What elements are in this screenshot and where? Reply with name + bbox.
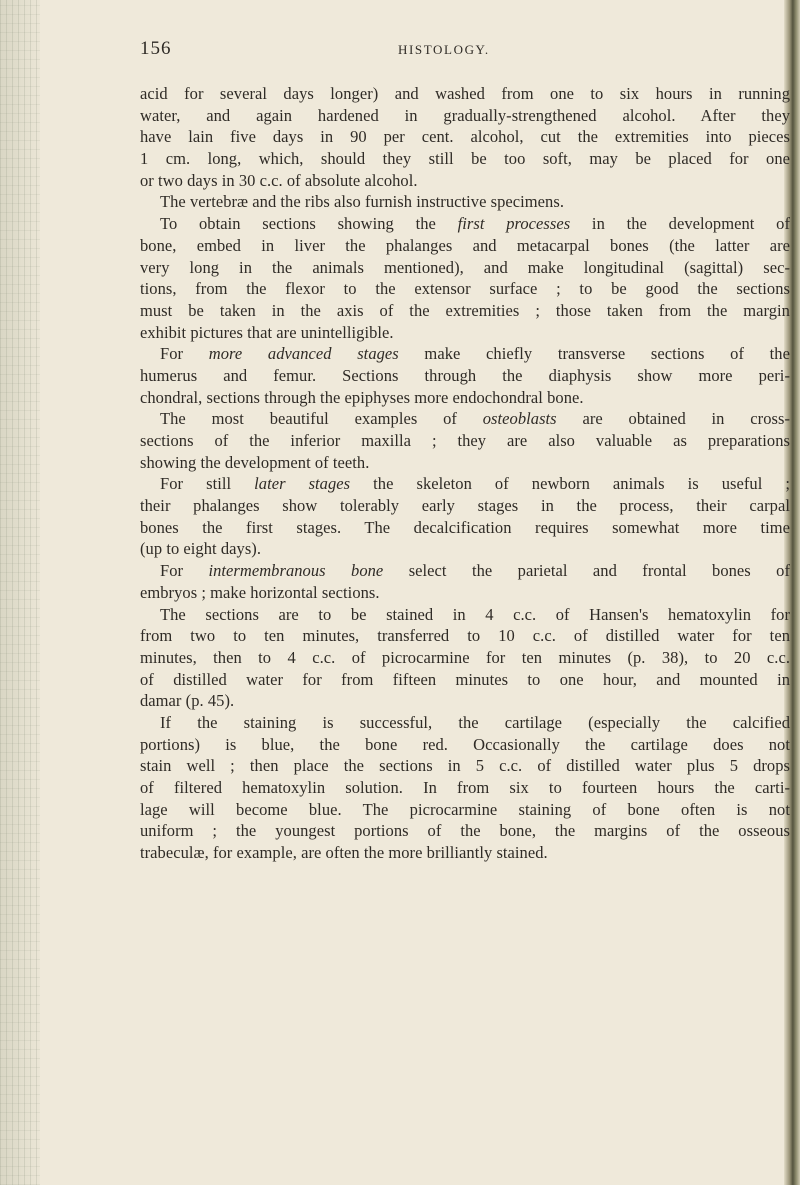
text-run: To obtain sections showing the xyxy=(160,214,458,234)
body-text xyxy=(140,83,790,864)
text-line: If the staining is successful, the cartilage (especially the calcified xyxy=(160,712,790,732)
text-line: damar (p. 45). xyxy=(140,691,235,711)
text-run: For still xyxy=(160,474,255,494)
text-line: of filtered hematoxylin solution. In from six to fourteen hours the carti- xyxy=(140,778,790,797)
text-line: uniform ; the youngest portions of the bone, the margins of the osseous xyxy=(140,821,790,841)
italic-term: later stages xyxy=(254,474,351,494)
text-line: their phalanges show tolerably early stages in the process, their carpal xyxy=(140,496,790,516)
text-line: (up to eight days). xyxy=(140,539,262,559)
italic-term: intermembranous bone xyxy=(208,561,384,581)
text-line: must be taken in the axis of the extremities ; those taken from the margin xyxy=(140,300,790,320)
text-line: or two days in 30 c.c. of absolute alcohol. xyxy=(140,170,418,190)
text-line xyxy=(140,343,790,365)
italic-term: osteoblasts xyxy=(482,409,557,429)
text-line: acid for several days longer) and washed from one to six hours in running xyxy=(140,84,790,103)
text-line: trabeculæ, for example, are often the more brilliantly stained. xyxy=(140,843,548,863)
text-line: very long in the animals mentioned), and make longitudinal (sagittal) sec- xyxy=(140,257,790,277)
text-line: have lain five days in 90 per cent. alcohol, cut the extremities into pieces xyxy=(140,127,790,147)
text-line: water, and again hardened in gradually-strengthened alcohol. After they xyxy=(140,105,790,125)
text-line: chondral, sections through the epiphyses more endochondral bone. xyxy=(140,387,584,407)
italic-term: first processes xyxy=(457,214,571,234)
text-line: portions) is blue, the bone red. Occasionally the cartilage does not xyxy=(140,734,790,754)
scan-left-edge xyxy=(0,0,40,1185)
text-line xyxy=(140,560,790,582)
page-number: 156 xyxy=(140,38,172,59)
text-line: exhibit pictures that are unintelligible. xyxy=(140,322,394,342)
text-run: the skeleton of newborn animals is useful ; xyxy=(350,474,791,494)
page-header xyxy=(140,38,700,68)
text-run: For xyxy=(160,561,209,581)
text-line xyxy=(140,473,790,495)
text-line: humerus and femur. Sections through the diaphysis show more peri- xyxy=(140,365,790,385)
text-run: in the development of xyxy=(570,214,790,234)
text-line: of distilled water for from fifteen minutes to one hour, and mounted in xyxy=(140,669,790,689)
text-run: The most beautiful examples of xyxy=(160,409,483,429)
text-line: showing the development of teeth. xyxy=(140,452,370,472)
text-line: sections of the inferior maxilla ; they are also valuable as preparations xyxy=(140,431,790,450)
running-head: HISTOLOGY. xyxy=(398,42,490,57)
text-line: embryos ; make horizontal sections. xyxy=(140,582,380,602)
text-line: stain well ; then place the sections in 5 c.c. of distilled water plus 5 drops xyxy=(140,756,790,776)
text-line: bone, embed in liver the phalanges and metacarpal bones (the latter are xyxy=(140,235,790,255)
text-line xyxy=(140,408,790,430)
text-line: The vertebræ and the ribs also furnish instructive specimens. xyxy=(160,192,564,212)
text-line xyxy=(140,213,790,235)
text-line: lage will become blue. The picrocarmine staining of bone often is not xyxy=(140,799,790,819)
text-run: select the parietal and frontal bones of xyxy=(383,561,791,581)
text-line: tions, from the flexor to the extensor surface ; to be good the sections xyxy=(140,279,790,299)
italic-term: more advanced stages xyxy=(208,344,399,364)
text-run: make chiefly transverse sections of the xyxy=(398,344,790,364)
text-run: are obtained in cross- xyxy=(556,409,790,429)
text-line: The sections are to be stained in 4 c.c. of Hansen's hematoxylin for xyxy=(160,604,790,624)
text-line: from two to ten minutes, transferred to 10 c.c. of distilled water for ten xyxy=(140,626,790,646)
text-run: For xyxy=(160,344,209,364)
text-line: bones the first stages. The decalcification requires somewhat more time xyxy=(140,517,790,537)
text-line: minutes, then to 4 c.c. of picrocarmine for ten minutes (p. 38), to 20 c.c. xyxy=(140,647,790,667)
text-line: 1 cm. long, which, should they still be too soft, may be placed for one xyxy=(140,149,790,169)
